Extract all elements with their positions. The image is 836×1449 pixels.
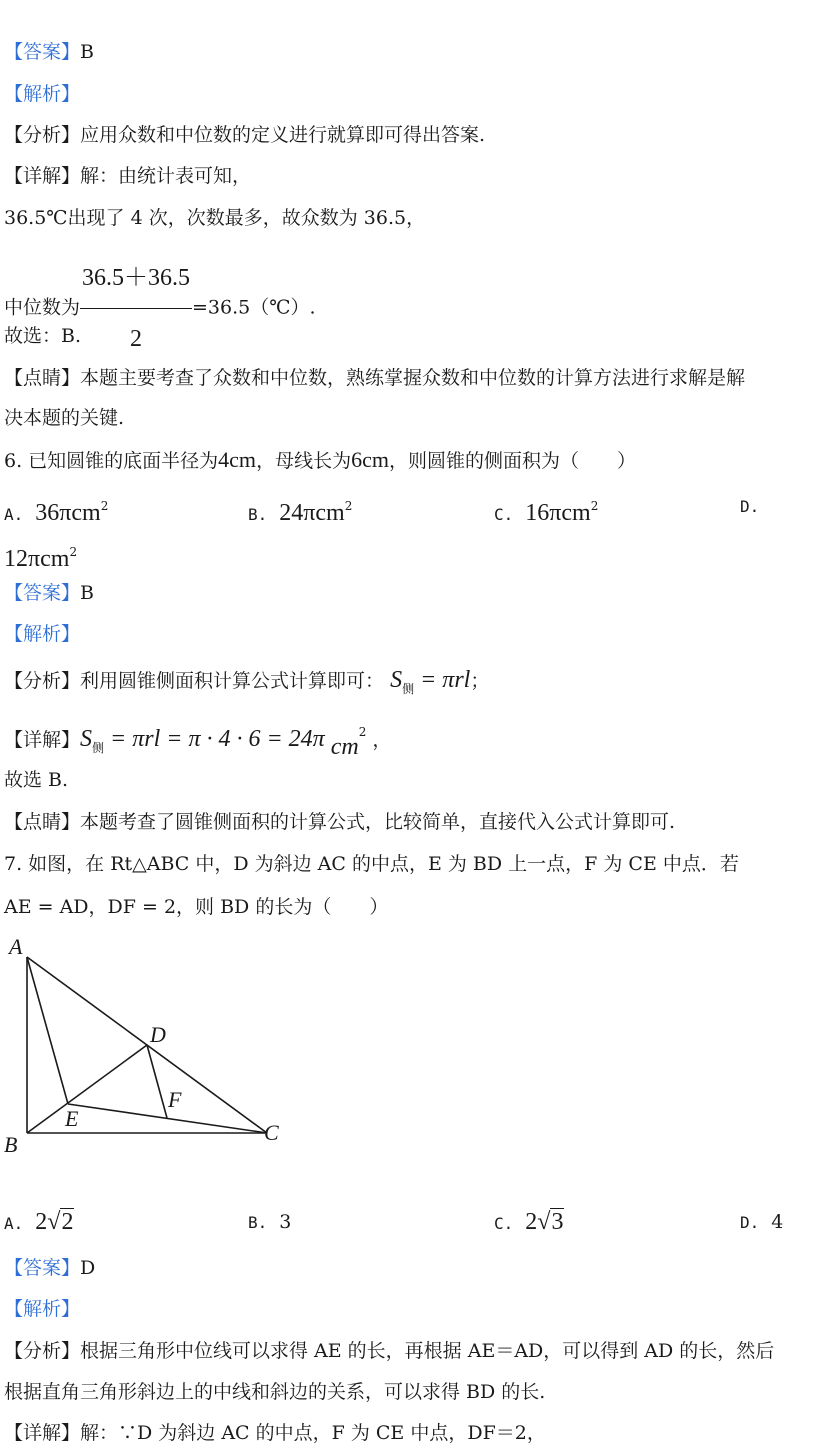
option-coef: 2 [35,1209,48,1235]
q6-dianjing-line [4,810,675,834]
fraction-denominator: 2 [130,326,143,352]
option-radicand: 3 [551,1209,564,1235]
option-label: C. [494,505,514,524]
fenxi-text: 应用众数和中位数的定义进行就算即可得出答案. [80,124,486,146]
q7-option-b[interactable] [248,1208,291,1237]
q5-analysis-line [4,82,80,106]
option-value: 3 [279,1211,292,1233]
fenxi-text: 利用圆锥侧面积计算公式计算即可： [80,670,385,692]
option-exp: 2 [69,545,78,559]
option-label: A. [4,505,24,524]
q6-option-c[interactable] [494,492,598,529]
dianjing-tag: 【点睛】 [4,367,81,389]
q7-stem-line2 [4,895,388,919]
option-value: 4 [771,1211,784,1233]
q5-dianjing-line1 [4,366,745,390]
q7-option-d[interactable] [740,1208,783,1237]
label-c: C [264,1120,279,1145]
label-d: D [150,1022,166,1047]
q5-answer-line [4,40,94,64]
q6-stem-c: ，则圆锥的侧面积为（ ） [388,450,636,472]
q6-stem-b: ，母线长为 [256,450,352,472]
option-label: D. [740,1213,760,1232]
median-fraction [80,248,192,369]
option-radicand: 2 [61,1209,74,1235]
q6-analysis-line [4,622,80,646]
unit-exp: 2 [358,725,367,739]
q5-fenxi-line [4,123,485,147]
q6-radius: 4cm [218,447,257,472]
option-exp: 2 [344,499,353,513]
choose-text: 故选：B. [4,325,82,347]
q5-xiangjie-line [4,164,251,188]
fenxi-tag: 【分析】 [4,124,81,146]
dianjing-text-cont: 决本题的关键. [4,407,125,429]
option-exp: 2 [100,499,109,513]
triangle-figure [0,930,300,1160]
option-label: C. [494,1214,514,1233]
option-coef: 2 [525,1209,538,1235]
option-value: 16πcm [525,500,591,526]
answer-tag: 【答案】 [4,1257,81,1279]
fraction-numerator: 36.5＋36.5 [80,248,192,309]
segment-ae [27,957,68,1104]
q5-median-line [4,248,316,369]
q7-answer-line [4,1256,95,1280]
q7-stem-line1 [4,852,739,876]
q5-dianjing-line2 [4,406,124,430]
mode-text: 36.5℃出现了 4 次，次数最多，故众数为 36.5， [4,207,426,229]
formula-sub: 侧 [402,682,415,696]
q7-stem-text-cont: AE = AD，DF = 2，则 BD 的长为（ ） [4,896,389,918]
xiangjie-tag: 【详解】 [4,729,81,751]
option-label: B. [248,505,268,524]
dianjing-text: 本题主要考查了众数和中位数，熟练掌握众数和中位数的计算方法进行求解是解 [80,367,746,389]
q7-analysis-line [4,1297,80,1321]
choose-text: 故选 B. [4,769,69,791]
q6-answer-line [4,581,94,605]
answer-value: B [80,41,94,63]
analysis-tag: 【解析】 [4,1298,81,1320]
q7-option-c[interactable] [494,1208,564,1238]
analysis-tag: 【解析】 [4,623,81,645]
option-label: D. [740,497,760,516]
unit: cm [330,734,359,760]
q6-option-b[interactable] [248,492,352,529]
q6-option-d[interactable] [740,492,771,521]
median-prefix: 中位数为 [4,296,81,319]
formula-sub: 侧 [92,741,105,755]
q6-choose-line [4,768,68,792]
answer-tag: 【答案】 [4,41,81,63]
q6-option-d-value[interactable] [4,538,77,574]
label-f: F [168,1087,182,1112]
q6-xiangjie-line [4,720,391,760]
dianjing-tag: 【点睛】 [4,811,81,833]
label-a: A [9,934,23,959]
q7-option-a[interactable] [4,1208,74,1238]
analysis-tag: 【解析】 [4,83,81,105]
fenxi-tag: 【分析】 [4,1340,81,1362]
formula-rhs: = πrl [414,667,471,693]
dianjing-text: 本题考查了圆锥侧面积的计算公式，比较简单，直接代入公式计算即可. [80,811,676,833]
formula-s: S [390,667,403,693]
q6-option-a[interactable] [4,492,108,529]
q7-xiangjie-line [4,1421,546,1445]
q6-fenxi-line [4,668,489,701]
option-label: A. [4,1214,24,1233]
xiangjie-text: 解：∵D 为斜边 AC 的中点，F 为 CE 中点，DF＝2， [80,1422,546,1444]
option-value: 36πcm [35,500,101,526]
xiangjie-text: 解：由统计表可知， [80,165,252,187]
fenxi-tag: 【分析】 [4,670,81,692]
q5-choose-line [4,324,81,348]
option-value: 12πcm [4,546,70,572]
option-exp: 2 [590,499,599,513]
answer-value: B [80,582,94,604]
fenxi-end: ； [470,670,490,692]
q7-fenxi-line2 [4,1380,545,1404]
fenxi-text: 根据三角形中位线可以求得 AE 的长，再根据 AE＝AD，可以得到 AD 的长，然后 [80,1340,775,1362]
xiangjie-end: ， [372,729,392,751]
sqrt-icon: √ [47,1209,61,1235]
answer-value: D [80,1257,96,1279]
label-e: E [65,1106,79,1131]
answer-tag: 【答案】 [4,582,81,604]
segment-bd [27,1045,147,1133]
q6-stem-a: 6. 已知圆锥的底面半径为 [4,450,219,472]
q5-mode-line [4,206,425,230]
option-value: 24πcm [279,500,345,526]
q6-slant: 6cm [351,447,389,472]
xiangjie-tag: 【详解】 [4,165,81,187]
q6-stem [4,448,636,473]
sqrt-icon: √ [537,1209,551,1235]
label-b: B [4,1132,18,1157]
option-label: B. [248,1213,268,1232]
q7-stem-text: 7. 如图，在 Rt△ABC 中，D 为斜边 AC 的中点，E 为 BD 上一点，F 为 CE 中点．若 [4,853,739,875]
formula-s: S [80,726,93,752]
median-suffix: =36.5（℃）. [192,296,316,319]
segment-df [147,1045,167,1118]
fenxi-text-cont: 根据直角三角形斜边上的中线和斜边的关系，可以求得 BD 的长. [4,1381,546,1403]
q7-fenxi-line1 [4,1339,774,1363]
xiangjie-formula: = πrl = π · 4 · 6 = 24π [104,726,325,752]
xiangjie-tag: 【详解】 [4,1422,81,1444]
